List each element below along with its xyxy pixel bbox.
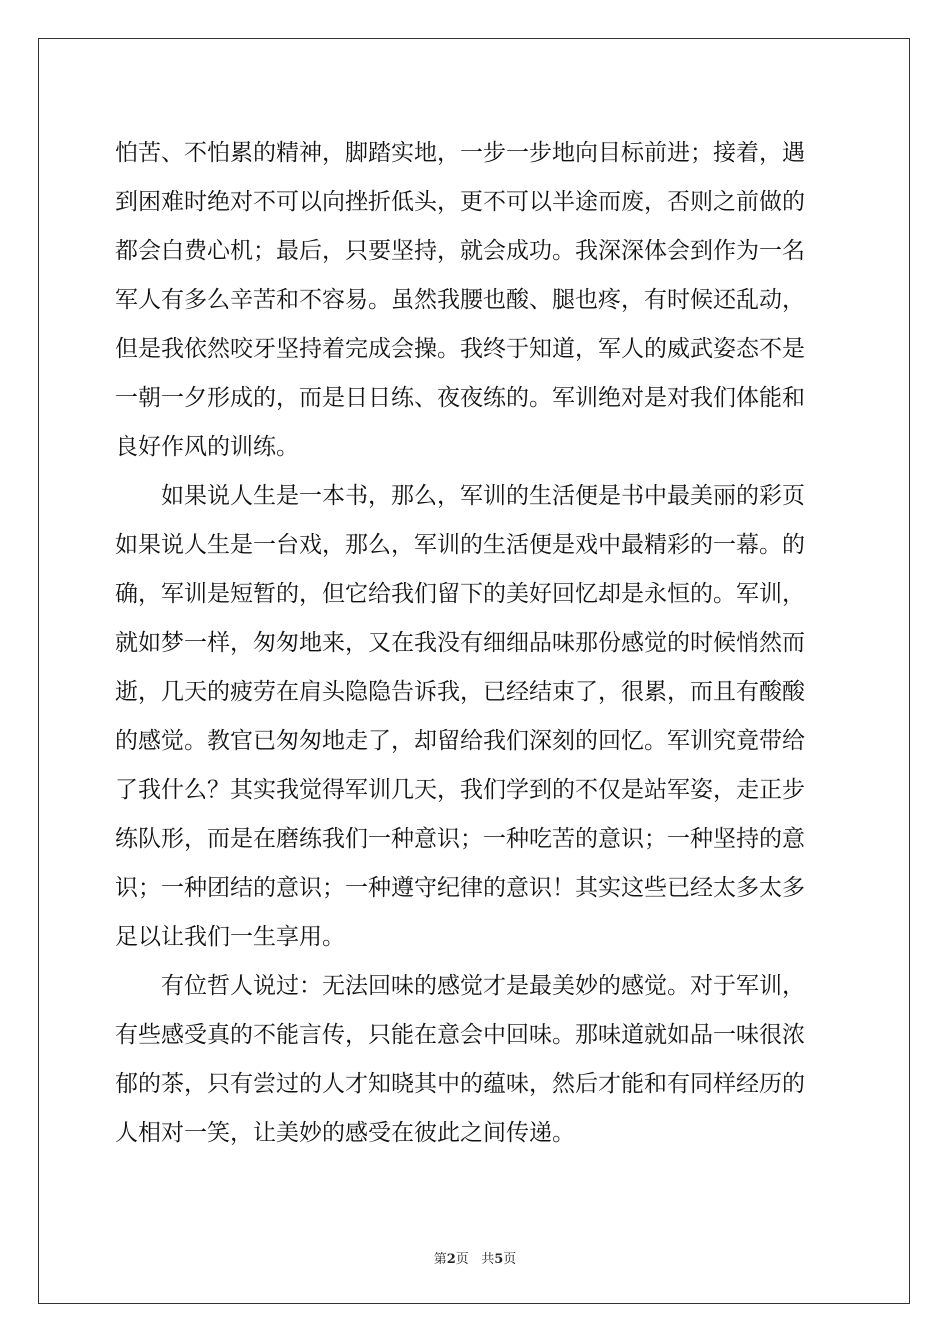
text-line: 人相对一笑，让美妙的感受在彼此之间传递。 <box>115 1120 575 1146</box>
footer-prefix: 第 <box>433 1252 447 1267</box>
text-line: 有些感受真的不能言传，只能在意会中回味。那味道就如品一味很浓 <box>115 1022 805 1048</box>
paragraph-3 <box>115 962 835 1158</box>
footer-total-suffix: 页 <box>503 1252 517 1267</box>
footer-total-prefix: 共 <box>481 1252 495 1267</box>
paragraph-1 <box>115 129 835 472</box>
text-line: 识；一种团结的意识；一种遵守纪律的意识！其实这些已经太多太多 <box>115 875 805 901</box>
footer-total-pages: 5 <box>494 1252 504 1267</box>
text-line: 足以让我们一生享用。 <box>115 924 345 950</box>
footer-page-suffix: 页 <box>455 1252 469 1267</box>
text-line: 怕苦、不怕累的精神，脚踏实地，一步一步地向目标前进；接着，遇 <box>115 140 805 166</box>
text-line: 练队形，而是在磨练我们一种意识；一种吃苦的意识；一种坚持的意 <box>115 826 805 852</box>
text-line: 都会白费心机；最后，只要坚持，就会成功。我深深体会到作为一名 <box>115 238 805 264</box>
text-line: 如果说人生是一台戏，那么，军训的生活便是戏中最精彩的一幕。的 <box>115 532 805 558</box>
text-line: 的感觉。教官已匆匆地走了，却留给我们深刻的回忆。军训究竟带给 <box>115 728 805 754</box>
text-line: 郁的茶，只有尝过的人才知晓其中的蕴味，然后才能和有同样经历的 <box>115 1071 805 1097</box>
document-body <box>115 129 835 1158</box>
text-line: 如果说人生是一本书，那么，军训的生活便是书中最美丽的彩页 <box>115 483 805 509</box>
text-line: 一朝一夕形成的，而是日日练、夜夜练的。军训绝对是对我们体能和 <box>115 385 805 411</box>
text-line: 有位哲人说过：无法回味的感觉才是最美妙的感觉。对于军训， <box>115 973 805 999</box>
text-line: 确，军训是短暂的，但它给我们留下的美好回忆却是永恒的。军训， <box>115 581 805 607</box>
text-line: 军人有多么辛苦和不容易。虽然我腰也酸、腿也疼，有时候还乱动， <box>115 287 805 313</box>
paragraph-2 <box>115 472 835 962</box>
text-line: 良好作风的训练。 <box>115 434 299 460</box>
text-line: 了我什么？其实我觉得军训几天，我们学到的不仅是站军姿，走正步 <box>115 777 805 803</box>
text-line: 到困难时绝对不可以向挫折低头，更不可以半途而废，否则之前做的 <box>115 189 805 215</box>
text-line: 逝，几天的疲劳在肩头隐隐告诉我，已经结束了，很累，而且有酸酸 <box>115 679 805 705</box>
text-line: 就如梦一样，匆匆地来，又在我没有细细品味那份感觉的时候悄然而 <box>115 630 805 656</box>
page-footer <box>0 1248 950 1267</box>
footer-page-number: 2 <box>446 1252 456 1267</box>
text-line: 但是我依然咬牙坚持着完成会操。我终于知道，军人的威武姿态不是 <box>115 336 805 362</box>
